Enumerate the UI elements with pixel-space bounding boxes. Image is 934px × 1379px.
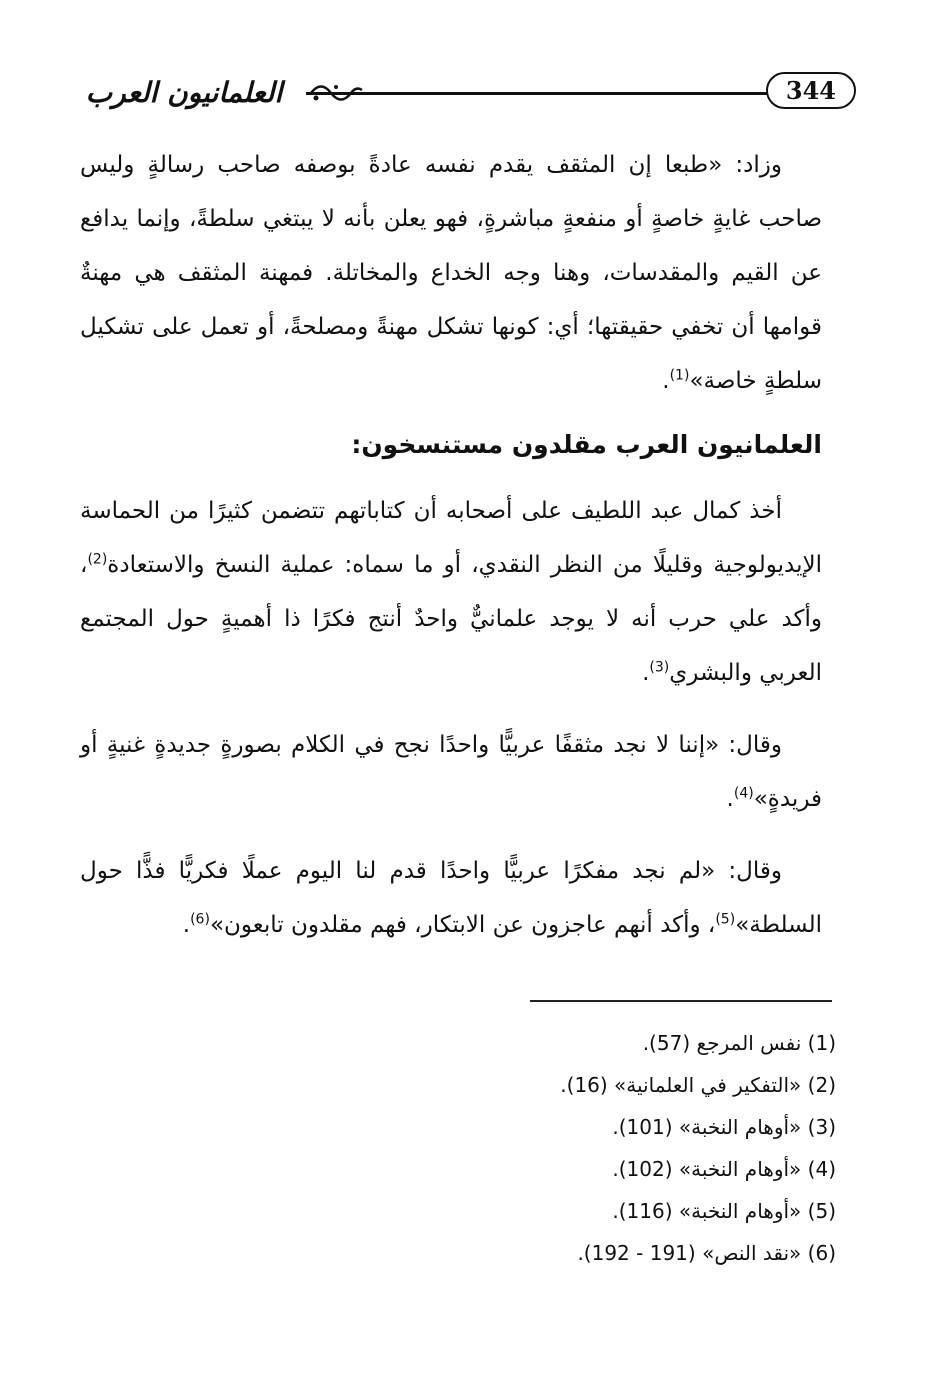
paragraph-2b-text: ، وأكد علي حرب أنه لا يوجد علمانيٌّ واحدٌ أنتج فكرًا ذا أهميةٍ حول المجتمع العربي والبشري — [80, 552, 822, 686]
paragraph-3: وقال: «إننا لا نجد مثقفًا عربيًّا واحدًا نجح في الكلام بصورةٍ جديدةٍ غنيةٍ أو فريدةٍ»$^{(4)}$. — [80, 732, 822, 812]
footnote-ref-1[interactable]: (1) — [669, 367, 690, 384]
paragraph-4b-text: ، وأكد أنهم عاجزون عن الابتكار، فهم مقلدون تابعون» — [209, 912, 716, 938]
paragraph-3-text: وقال: «إننا لا نجد مثقفًا عربيًّا واحدًا نجح في الكلام بصورةٍ جديدةٍ غنيةٍ أو فريدةٍ» — [80, 732, 822, 812]
footnotes — [480, 1022, 836, 1274]
footnote-separator — [530, 1000, 832, 1002]
footnote-ref-3[interactable]: (3) — [649, 659, 670, 676]
footnote-5: (5) «أوهام النخبة» (116). — [612, 1199, 836, 1223]
footnote-6: (6) «نقد النص» (191 - 192). — [577, 1241, 836, 1265]
footnote-2: (2) «التفكير في العلمانية» (16). — [560, 1073, 836, 1097]
footnote-ref-2[interactable]: (2) — [87, 551, 108, 568]
paragraph-1: وزاد: «طبعا إن المثقف يقدم نفسه عادةً بوصفه صاحب رسالةٍ وليس صاحب غايةٍ خاصةٍ أو منفعةٍ مباشرةٍ، فهو يعلن بأنه لا يبتغي سلطةً، وإنما يدافع عن القيم والمقدسات، وهنا وجه الخداع والمخاتلة. فمهنة المثقف هي مهنةٌ قوامها أن تخفي حقيقتها؛ أي: كونها تشكل مهنةً ومصلحةً، أو تعمل على تشكيل سلطةٍ خاصة»$^{(1)}$. — [80, 152, 822, 394]
paragraph-4: وقال: «لم نجد مفكرًا عربيًّا واحدًا قدم لنا اليوم عملًا فكريًّا فذًّا حول السلطة»$^{(5)}$، وأكد أنهم عاجزون عن الابتكار، فهم مقلدون تابعون»$^{(6)}$. — [80, 858, 822, 938]
page-header — [66, 70, 856, 116]
footnote-ref-4[interactable]: (4) — [733, 785, 754, 802]
paragraph-1-text: وزاد: «طبعا إن المثقف يقدم نفسه عادةً بوصفه صاحب رسالةٍ وليس صاحب غايةٍ خاصةٍ أو منفعةٍ مباشرةٍ، فهو يعلن بأنه لا يبتغي سلطةً، وإنما يدافع عن القيم والمقدسات، وهنا وجه الخداع والمخاتلة. فمهنة المثقف هي مهنةٌ قوامها أن تخفي حقيقتها؛ أي: كونها تشكل مهنةً ومصلحةً، أو تعمل على تشكيل سلطةٍ خاصة» — [80, 152, 822, 394]
paragraph-4a-text: وقال: «لم نجد مفكرًا عربيًّا واحدًا قدم لنا اليوم عملًا فكريًّا فذًّا حول السلطة» — [80, 858, 822, 938]
footnote-3: (3) «أوهام النخبة» (101). — [612, 1115, 836, 1139]
footnote-ref-6[interactable]: (6) — [190, 911, 210, 928]
page-number: 344 — [766, 72, 856, 109]
footnote-1: (1) نفس المرجع (57). — [642, 1031, 836, 1055]
running-book-title: العلمانيون العرب — [85, 76, 283, 109]
section-heading: العلمانيون العرب مقلدون مستنسخون: — [351, 430, 822, 459]
paragraph-2: أخذ كمال عبد اللطيف على أصحابه أن كتاباتهم تتضمن كثيرًا من الحماسة الإيديولوجية وقليلًا من النظر النقدي، أو ما سماه: عملية النسخ والاستعادة$^{(2)}$، وأكد علي حرب أنه لا يوجد علمانيٌّ واحدٌ أنتج فكرًا ذا أهميةٍ حول المجتمع العربي والبشري$^{(3)}$. — [80, 498, 822, 686]
footnote-4: (4) «أوهام النخبة» (102). — [612, 1157, 836, 1181]
footnote-ref-5[interactable]: (5) — [715, 911, 736, 928]
paragraph-2a-text: أخذ كمال عبد اللطيف على أصحابه أن كتاباتهم تتضمن كثيرًا من الحماسة الإيديولوجية وقليلًا من النظر النقدي، أو ما سماه: عملية النسخ والاستعادة — [80, 498, 822, 578]
header-rule — [306, 92, 786, 95]
